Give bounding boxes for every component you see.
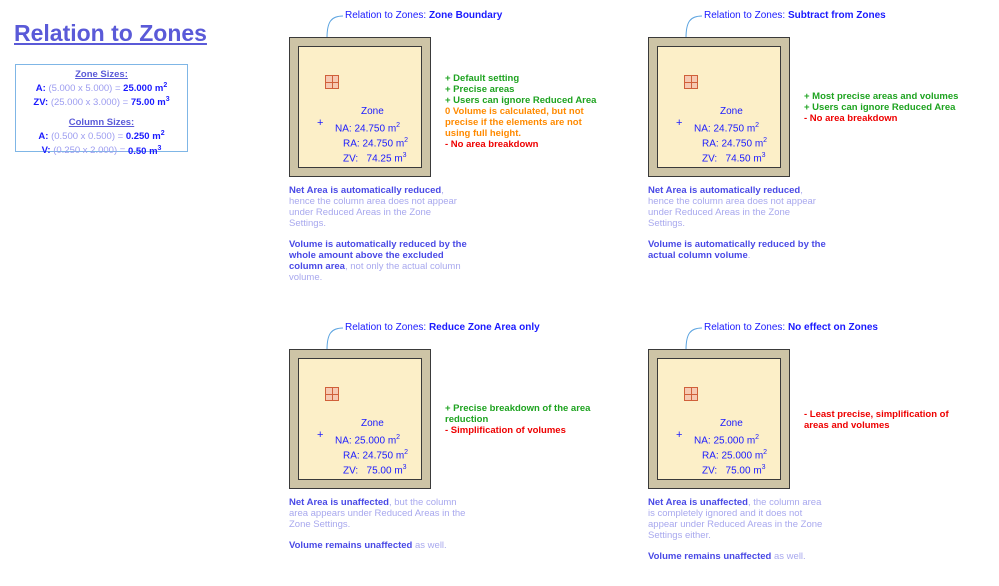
zone-boundary <box>289 37 431 177</box>
zone-boundary <box>648 349 790 489</box>
zone-sizes-header: Zone Sizes: <box>75 69 128 80</box>
column-area-line: A: (0.500 x 0.500) = 0.250 $m^2$ <box>38 130 165 143</box>
bullet-item: areas and volumes <box>804 420 890 431</box>
bullet-item: - Simplification of volumes <box>445 425 566 436</box>
zone-name: Zone <box>720 418 743 429</box>
zone-volume: ZV: 74.50 $m^3$ <box>702 152 766 165</box>
bullet-item: + Default setting <box>445 73 520 84</box>
zone-reduced-area: RA: 25.000 $m^2$ <box>702 449 768 462</box>
area-note: Net Area is automatically reduced, hence the column area does not appear under Reduced Areas in the Zone Settings. <box>289 185 457 229</box>
pros-cons-list <box>804 409 949 431</box>
bullet-item: + Precise areas <box>445 84 515 95</box>
column-sizes-header: Column Sizes: <box>68 117 135 129</box>
page-title: Relation to Zones <box>14 20 207 46</box>
relation-callout: Relation to Zones: Reduce Zone Area only <box>345 322 540 333</box>
bullet-item: using full height. <box>445 128 521 139</box>
zone-boundary <box>289 349 431 489</box>
explanation-note <box>289 497 469 561</box>
explanation-note <box>289 185 469 293</box>
zone-origin-marker: + <box>317 117 324 129</box>
sizes-legend <box>15 64 188 157</box>
bullet-item: 0 Volume is calculated, but not <box>445 106 584 117</box>
bullet-item: + Most precise areas and volumes <box>804 91 959 102</box>
zone-interior <box>657 358 781 480</box>
pros-cons-list <box>804 91 958 124</box>
zone-net-area: NA: 25.000 $m^2$ <box>335 434 401 447</box>
volume-note: Volume remains unaffected as well. <box>648 551 806 562</box>
bullet-item: reduction <box>445 414 489 425</box>
zone-origin-marker: + <box>676 429 683 441</box>
zone-area-line: A: (5.000 x 5.000) = 25.000 $m^2$ <box>35 82 168 95</box>
area-note: Net Area is unaffected, the column area is completely ignored and it does not appear under Reduced Areas in the Zone Settings either. <box>648 497 823 541</box>
relation-callout: Relation to Zones: Subtract from Zones <box>704 10 886 21</box>
zone-origin-marker: + <box>317 429 324 441</box>
zone-name: Zone <box>361 106 384 117</box>
pros-cons-list <box>445 403 590 436</box>
volume-note: Volume is automatically reduced by the whole amount above the excluded column area, not only the actual column volume. <box>289 239 467 283</box>
column-icon <box>325 387 339 401</box>
volume-note: Volume is automatically reduced by the actual column volume. <box>648 239 826 261</box>
zone-interior <box>657 46 781 168</box>
volume-note: Volume remains unaffected as well. <box>289 540 447 551</box>
zone-volume: ZV: 75.00 $m^3$ <box>702 464 766 477</box>
bullet-item: - No area breakdown <box>804 113 898 124</box>
column-icon <box>684 387 698 401</box>
relation-callout: Relation to Zones: No effect on Zones <box>704 322 878 333</box>
relation-callout: Relation to Zones: Zone Boundary <box>345 10 503 21</box>
column-volume-line: V: (0.250 x 2.000) = 0.50 $m^3$ <box>41 144 162 157</box>
bullet-item: precise if the elements are not <box>445 117 582 128</box>
bullet-item: + Precise breakdown of the area <box>445 403 591 414</box>
area-note: Net Area is automatically reduced, hence the column area does not appear under Reduced Areas in the Zone Settings. <box>648 185 816 229</box>
zone-net-area: NA: 24.750 $m^2$ <box>335 122 401 135</box>
zone-interior <box>298 46 422 168</box>
zone-boundary <box>648 37 790 177</box>
zone-name: Zone <box>720 106 743 117</box>
explanation-note <box>648 185 828 271</box>
explanation-note <box>648 497 828 572</box>
column-icon <box>325 75 339 89</box>
zone-reduced-area: RA: 24.750 $m^2$ <box>702 137 768 150</box>
bullet-item: - No area breakdown <box>445 139 539 150</box>
zone-reduced-area: RA: 24.750 $m^2$ <box>343 449 409 462</box>
zone-volume: ZV: 75.00 $m^3$ <box>343 464 407 477</box>
column-icon <box>684 75 698 89</box>
zone-name: Zone <box>361 418 384 429</box>
zone-volume-line: ZV: (25.000 x 3.000) = 75.00 $m^3$ <box>33 96 170 109</box>
zone-volume: ZV: 74.25 $m^3$ <box>343 152 407 165</box>
zone-net-area: NA: 25.000 $m^2$ <box>694 434 760 447</box>
zone-reduced-area: RA: 24.750 $m^2$ <box>343 137 409 150</box>
area-note: Net Area is unaffected, but the column area appears under Reduced Areas in the Zone Settings. <box>289 497 466 530</box>
zone-net-area: NA: 24.750 $m^2$ <box>694 122 760 135</box>
bullet-item: + Users can ignore Reduced Area <box>804 102 956 113</box>
bullet-item: + Users can ignore Reduced Area <box>445 95 597 106</box>
pros-cons-list <box>445 73 596 150</box>
zone-interior <box>298 358 422 480</box>
zone-origin-marker: + <box>676 117 683 129</box>
bullet-item: - Least precise, simplification of <box>804 409 949 420</box>
